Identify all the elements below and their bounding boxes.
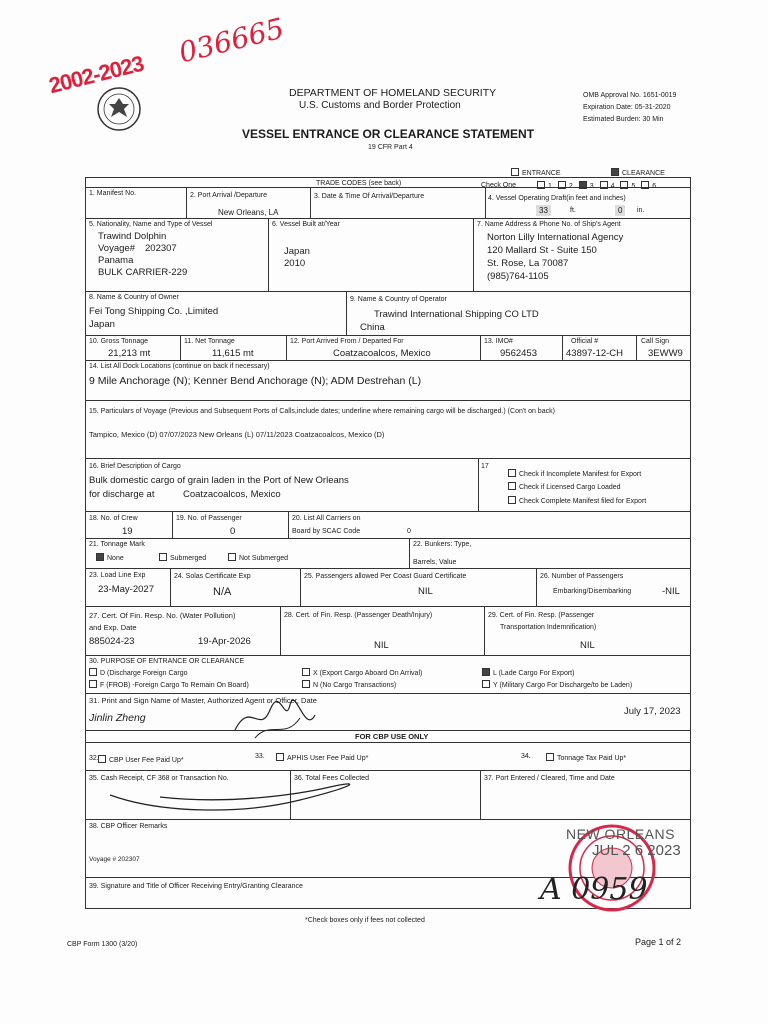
box7-label: 7. Name Address & Phone No. of Ship's Agent [477, 221, 621, 228]
check-incomplete-manifest[interactable] [508, 469, 641, 479]
box20-label2: Board by SCAC Code [292, 528, 361, 535]
dock-locations: 9 Mile Anchorage (N); Kenner Bend Anchorage (N); ADM Destrehan (L) [89, 375, 422, 387]
handwritten-number: 036665 [175, 11, 288, 70]
imo-number: 9562453 [500, 348, 537, 359]
aphis-user-fee[interactable] [276, 753, 368, 763]
built-place: Japan [284, 246, 310, 257]
purpose-n[interactable] [302, 680, 396, 690]
check-num-5: 5 [631, 183, 636, 190]
check-num-4: 4 [610, 183, 615, 190]
form-number: CBP Form 1300 (3/20) [67, 941, 138, 948]
crew-count: 19 [122, 526, 133, 537]
box30-label: 30. PURPOSE OF ENTRANCE OR CLEARANCE [89, 658, 245, 665]
master-signature-icon [230, 690, 320, 745]
box28-label: 28. Cert. of Fin. Resp. (Passenger Death/Injury) [284, 612, 433, 619]
box2-label: 2. Port Arrival /Departure [190, 192, 268, 199]
official-label: Official # [571, 338, 599, 345]
check-complete-manifest[interactable] [508, 496, 646, 506]
stamp-port-name: NEW ORLEANS [566, 826, 675, 842]
box29-label2: Transportation Indemnification) [500, 624, 597, 631]
call-sign-label: Call Sign [641, 338, 670, 345]
cbp-user-fee[interactable] [98, 755, 184, 765]
page-number: Page 1 of 2 [635, 937, 682, 947]
vessel-type: BULK CARRIER-229 [98, 267, 188, 278]
box26-label: 26. Number of Passengers [540, 573, 624, 580]
vessel-name: Trawind Dolphin [98, 231, 167, 242]
box36-label: 36. Total Fees Collected [294, 775, 369, 782]
agent-line4: (985)764-1105 [487, 271, 549, 282]
stamp-date: JUL 2 6 2023 [592, 842, 681, 859]
solas-exp: N/A [213, 586, 232, 598]
purpose-d[interactable] [89, 668, 188, 678]
box26-label2: Embarking/Disembarking [553, 588, 632, 595]
check-one-boxes[interactable] [537, 181, 656, 191]
net-tonnage: 11,615 mt [212, 348, 254, 359]
expiration-date: Expiration Date: 05-31-2020 [583, 104, 671, 111]
header-dept: DEPARTMENT OF HOMELAND SECURITY [289, 87, 497, 99]
operator-name: Trawind International Shipping CO LTD [374, 309, 539, 320]
box6-label: 6. Vessel Built at/Year [272, 221, 340, 228]
draft-ft-unit: ft. [570, 207, 576, 214]
tonnage-tax-label: Tonnage Tax Paid Up* [557, 755, 627, 762]
check-num-2: 2 [568, 183, 573, 190]
agent-line3: St. Rose, La 70087 [487, 258, 569, 269]
check-num-3: 3 [589, 183, 594, 190]
purpose-n-label: N (No Cargo Transactions) [313, 682, 397, 689]
remarks-voyage: Voyage # 202307 [89, 856, 140, 863]
check-num-1: 1 [548, 183, 552, 190]
purpose-x[interactable] [302, 668, 422, 678]
draft-inches: 0 [615, 205, 625, 216]
estimated-burden: Estimated Burden: 30 Min [583, 116, 664, 123]
cfr-part: 19 CFR Part 4 [368, 144, 413, 151]
purpose-f[interactable] [89, 680, 249, 690]
draft-in-unit: in. [637, 207, 645, 214]
cargo-line2b: Coatzacoalcos, Mexico [183, 489, 281, 500]
box20-label: 20. List All Carriers on [292, 515, 361, 522]
dhs-seal-icon [96, 86, 142, 132]
box9-label: 9. Name & Country of Operator [350, 296, 447, 303]
carriers-value: 0 [407, 528, 411, 535]
tonnage-none[interactable] [96, 553, 124, 563]
port-arrival-value: New Orleans, LA [218, 208, 279, 217]
gross-tonnage: 21,213 mt [108, 348, 151, 359]
form-title: VESSEL ENTRANCE OR CLEARANCE STATEMENT [242, 127, 535, 141]
check-licensed-cargo-label: Check if Licensed Cargo Loaded [519, 484, 621, 491]
box23-label: 23. Load Line Exp [89, 572, 146, 579]
box11-label: 11. Net Tonnage [184, 338, 235, 345]
header-agency: U.S. Customs and Border Protection [299, 100, 461, 111]
check-licensed-cargo[interactable] [508, 482, 621, 492]
box22-label2: Barrels, Value [413, 559, 457, 566]
aphis-user-fee-label: APHIS User Fee Paid Up* [287, 755, 369, 762]
box3-label: 3. Date & Time Of Arrival/Departure [314, 193, 425, 200]
cofr-number: 885024-23 [89, 636, 135, 647]
box1-label: 1. Manifest No. [89, 190, 137, 197]
passenger-count: 0 [230, 526, 236, 537]
voyage-number: 202307 [145, 243, 177, 254]
entrance-label: ENTRANCE [522, 170, 561, 177]
master-name: Jinlin Zheng [89, 712, 146, 724]
agent-line2: 120 Mallard St - Suite 150 [487, 245, 597, 256]
box14-label: 14. List All Dock Locations (continue on back if necessary) [89, 363, 270, 370]
purpose-f-label: F (FROB) -Foreign Cargo To Remain On Board) [100, 682, 249, 689]
check-complete-manifest-label: Check Complete Manifest filed for Export [519, 498, 647, 505]
box33-number: 33. [255, 753, 265, 760]
box29-label: 29. Cert. of Fin. Resp. (Passenger [488, 612, 595, 619]
purpose-l-label: L (Lade Cargo For Export) [493, 670, 575, 677]
purpose-l[interactable] [482, 668, 574, 678]
box17-label: 17 [481, 463, 489, 470]
tonnage-submerged[interactable] [159, 553, 206, 563]
box37-label: 37. Port Entered / Cleared, Time and Date [484, 775, 615, 782]
box31-label: 31. Print and Sign Name of Master, Authorized Agent or Officer, Date [89, 696, 317, 705]
agent-line1: Norton Lilly International Agency [487, 232, 624, 243]
tonnage-tax[interactable] [546, 753, 626, 763]
check-one: Check One [481, 182, 517, 189]
box10-label: 10. Gross Tonnage [89, 338, 149, 345]
officer-signature: A 0959 [540, 872, 648, 907]
check-num-6: 6 [652, 183, 657, 190]
handwritten-year: 2002-2023 [46, 50, 146, 99]
box27-label2: and Exp. Date [89, 623, 137, 632]
tonnage-submerged-label: Submerged [170, 555, 207, 562]
box27-label: 27. Cert. Of Fin. Resp. No. (Water Pollution) [89, 611, 236, 620]
cofr-exp-date: 19-Apr-2026 [198, 636, 251, 647]
clearance-label: CLEARANCE [622, 170, 665, 177]
cofr-death-injury: NIL [374, 640, 389, 651]
owner-country: Japan [89, 319, 115, 330]
cargo-line1: Bulk domestic cargo of grain laden in the Port of New Orleans [89, 475, 349, 486]
box12-label: 12. Port Arrived From / Departed For [290, 338, 404, 345]
cbp-use-only: FOR CBP USE ONLY [355, 732, 429, 741]
box5-label: 5. Nationality, Name and Type of Vessel [89, 221, 213, 228]
official-number: 43897-12-CH [566, 348, 624, 359]
owner-name: Fei Tong Shipping Co. ,Limited [89, 306, 219, 317]
cbp-user-fee-label: CBP User Fee Paid Up* [109, 757, 184, 764]
box13-label: 13. IMO# [484, 338, 513, 345]
tonnage-not-submerged-label: Not Submerged [239, 555, 289, 562]
check-incomplete-manifest-label: Check if Incomplete Manifest for Export [519, 471, 642, 478]
entrance-checkbox[interactable] [511, 168, 519, 176]
box16-label: 16. Brief Description of Cargo [89, 463, 181, 470]
box39-label: 39. Signature and Title of Officer Receiving Entry/Granting Clearance [89, 883, 303, 890]
passengers-allowed: NIL [418, 586, 433, 597]
box22-label: 22. Bunkers: Type, [413, 541, 472, 548]
load-line-exp: 23-May-2027 [98, 584, 154, 595]
purpose-x-label: X (Export Cargo Aboard On Arrival) [313, 670, 423, 677]
draft-feet: 33 [536, 205, 551, 216]
purpose-y[interactable] [482, 680, 632, 690]
box19-label: 19. No. of Passenger [176, 515, 242, 522]
tonnage-none-label: None [107, 555, 124, 562]
footnote: *Check boxes only if fees not collected [305, 917, 425, 924]
box21-label: 21. Tonnage Mark [89, 541, 145, 548]
vessel-nationality: Panama [98, 255, 134, 266]
operator-country: China [360, 322, 385, 333]
box35-label: 35. Cash Receipt, CF 368 or Transaction No. [89, 775, 229, 782]
voyage-label: Voyage# [98, 243, 135, 254]
box24-label: 24. Solas Certificate Exp [174, 573, 251, 580]
port-from-to: Coatzacoalcos, Mexico [333, 348, 431, 359]
built-year: 2010 [284, 258, 306, 269]
box32-number: 32. [89, 755, 99, 762]
box18-label: 18. No. of Crew [89, 515, 138, 522]
box25-label: 25. Passengers allowed Per Coast Guard Certificate [304, 573, 467, 580]
purpose-d-label: D (Discharge Foreign Cargo [100, 670, 188, 677]
voyage-particulars: Tampico, Mexico (D) 07/07/2023 New Orleans (L) 07/11/2023 Coatzacoalcos, Mexico (D) [89, 430, 385, 439]
trade-codes: TRADE CODES (see back) [316, 180, 402, 187]
cargo-line2: for discharge at [89, 489, 155, 500]
box15-label: 15. Particulars of Voyage (Previous and Subsequent Ports of Calls,include dates; underline where remaining cargo will be discharged.) (Con't on back) [89, 408, 555, 415]
passengers-embarking: -NIL [662, 586, 680, 597]
sign-date: July 17, 2023 [624, 706, 681, 717]
cofr-indemnification: NIL [580, 640, 595, 651]
box8-label: 8. Name & Country of Owner [89, 294, 179, 301]
tonnage-not-submerged[interactable] [228, 553, 288, 563]
clearance-checkbox[interactable] [611, 168, 619, 176]
scribble-icon [100, 775, 370, 815]
box34-number: 34. [521, 753, 531, 760]
box4-label: 4. Vessel Operating Draft(in feet and inches) [488, 195, 626, 202]
box38-label: 38. CBP Officer Remarks [89, 823, 168, 830]
omb-approval: OMB Approval No. 1651-0019 [583, 92, 677, 99]
purpose-y-label: Y (Military Cargo For Discharge/to be Laden) [493, 682, 633, 689]
call-sign: 3EWW9 [648, 348, 683, 359]
